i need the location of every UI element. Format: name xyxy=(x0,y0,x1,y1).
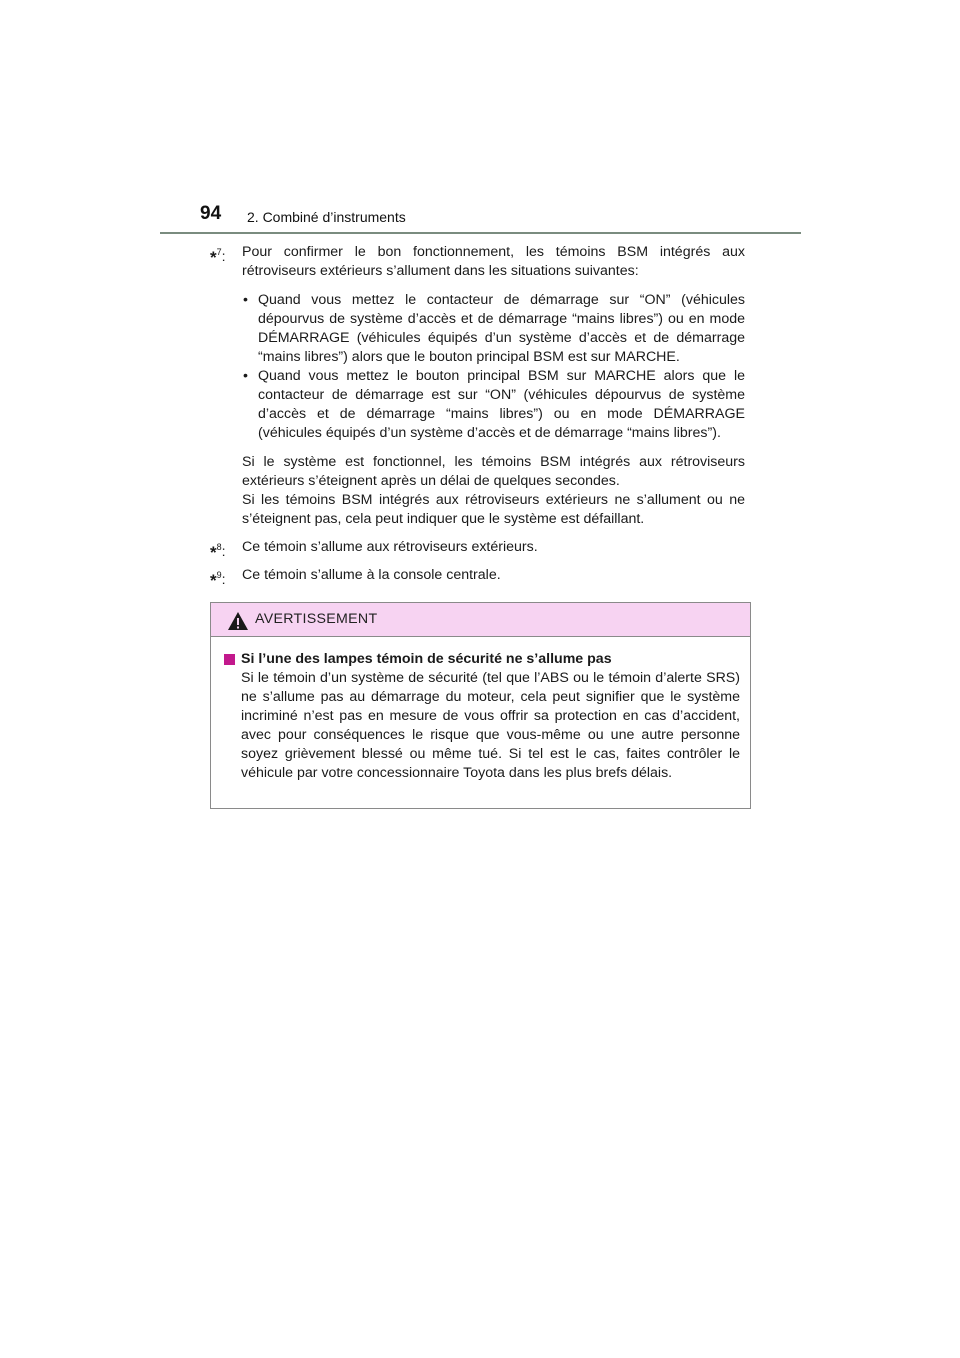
section-title: 2. Combiné d’instruments xyxy=(247,209,406,225)
condition-list xyxy=(242,291,745,443)
footnote-7 xyxy=(210,243,745,281)
footnote-text: Pour confirmer le bon fonctionnement, les témoins BSM intégrés aux rétroviseurs extérieurs s’allument dans les situations suivantes: xyxy=(242,244,745,279)
warning-heading: Si l’une des lampes témoin de sécurité ne s’allume pas xyxy=(224,650,740,669)
list-item: • Quand vous mettez le contacteur de démarrage sur “ON” (véhicules dépourvus de système d’accès et de démarrage “mains libres”) ou en mode DÉMARRAGE (véhicules équipés d’un système d’accès et de démarrage “mains libres”) alors que le bouton principal BSM est sur MARCHE. xyxy=(242,291,745,367)
paragraph: Si les témoins BSM intégrés aux rétroviseurs extérieurs ne s’allument ou ne s’éteignent pas, cela peut indiquer que le système est défaillant. xyxy=(242,492,745,527)
page-number: 94 xyxy=(200,203,222,224)
warning-body xyxy=(211,637,750,783)
footnote-text: Ce témoin s’allume à la console centrale. xyxy=(242,567,501,583)
warning-title: AVERTISSEMENT xyxy=(255,611,378,627)
footnote-8 xyxy=(210,538,745,562)
footnote-9 xyxy=(210,566,745,590)
warning-triangle-icon xyxy=(227,611,249,631)
footnote-text: Ce témoin s’allume aux rétroviseurs extérieurs. xyxy=(242,539,538,555)
warning-box xyxy=(210,602,751,809)
footnote-marker: *$^7$: xyxy=(210,247,226,267)
list-item: • Quand vous mettez le bouton principal BSM sur MARCHE alors que le contacteur de démarrage est sur “ON” (véhicules dépourvus de système d’accès et de démarrage “mains libres”) ou en mode DÉMARRAGE (véhicules équipés d’un système d’accès et de démarrage “mains libres”). xyxy=(242,367,745,443)
header-rule xyxy=(160,232,801,234)
warning-header xyxy=(211,603,750,637)
warning-text: Si le témoin d’un système de sécurité (tel que l’ABS ou le témoin d’alerte SRS) ne s’allume pas au démarrage du moteur, cela peut signifier que le système incriminé n’est pas en mesure de vous offrir sa protection en cas d’accident, avec pour conséquences le risque que vous-même ou une autre personne soyez grièvement blessé ou même tué. Si tel est le cas, faites contrôler le véhicule par votre concessionnaire Toyota dans les plus brefs délais. xyxy=(241,670,740,781)
main-content xyxy=(210,243,745,590)
paragraph: Si le système est fonctionnel, les témoins BSM intégrés aux rétroviseurs extérieurs s’éteignent après un délai de quelques secondes. xyxy=(242,454,745,489)
square-bullet-icon xyxy=(224,654,235,665)
footnote-marker: *$^8$: xyxy=(210,542,226,562)
footnote-marker: *$^9$: xyxy=(210,570,226,590)
